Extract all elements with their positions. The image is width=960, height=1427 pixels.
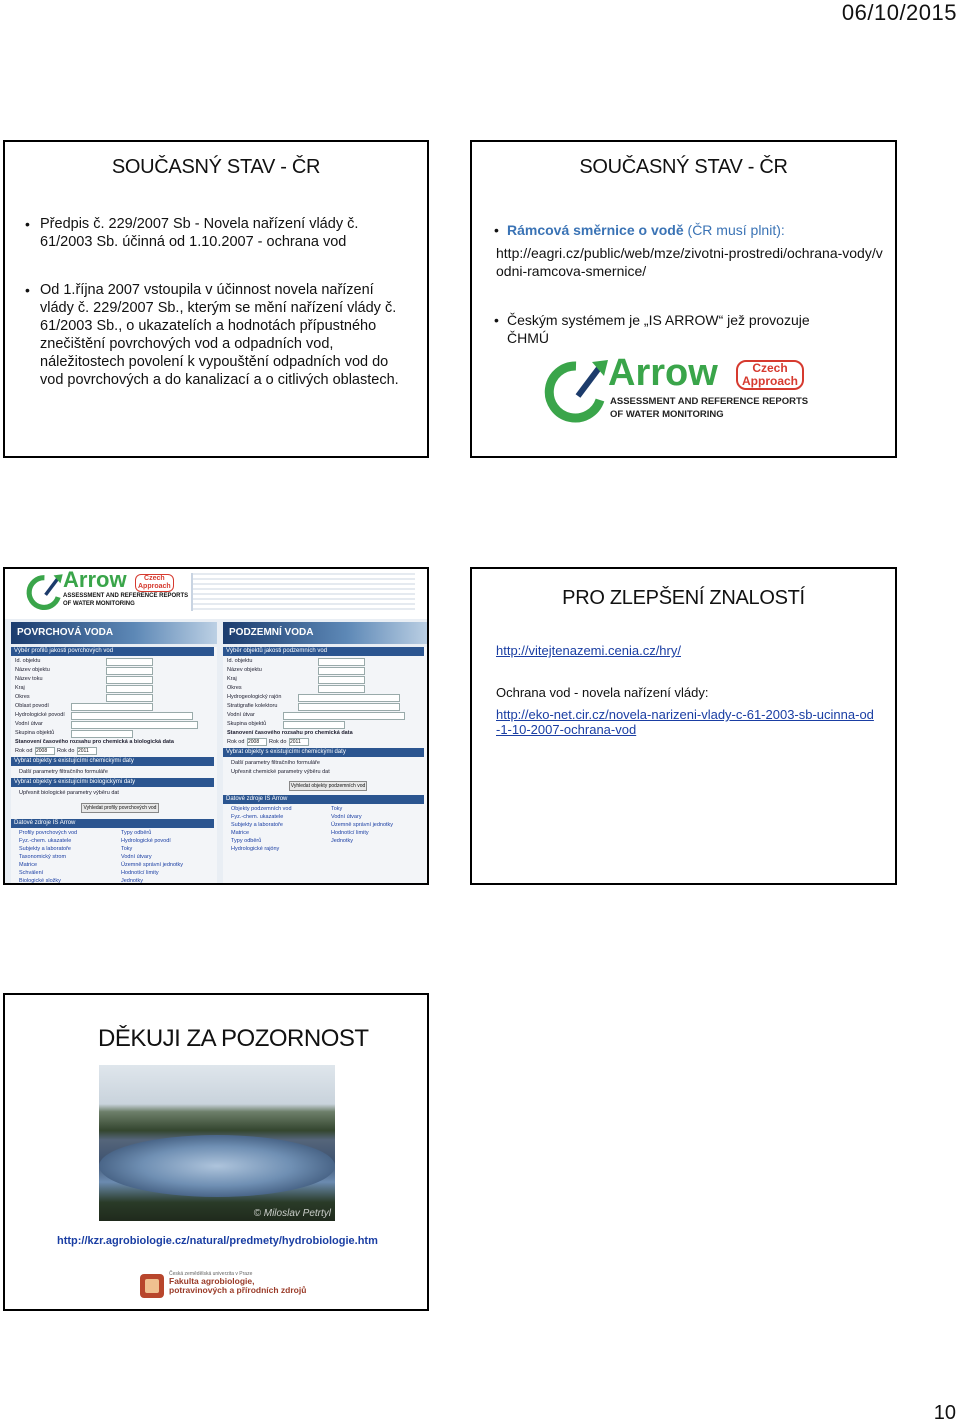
source-link[interactable]: Hydrologické povodí [121,838,171,844]
form-select[interactable] [71,730,133,738]
form-row: Stratigrafie kolektoru [227,703,278,709]
search-ground-button[interactable]: Vyhledat objekty podzemních vod [290,783,366,789]
form-row: Skupina objektů [227,721,267,727]
faculty-logo-main: Fakulta agrobiologie, potravinových a přírodních zdrojů [169,1276,307,1295]
source-link[interactable]: Hodnotící limity [121,870,159,876]
portal-logo-line1: ASSESSMENT AND REFERENCE REPORTS [63,593,189,599]
form-row: Stanovení časového rozsahu pro chemická a biologická data [15,739,174,745]
source-link[interactable]: Typy odběrů [231,838,262,844]
form-select[interactable] [298,703,400,711]
form-row: Id. objektu [15,658,41,664]
slide-arrow-screenshot [3,567,429,885]
slide-improve-knowledge [470,567,897,885]
source-link[interactable]: Fyz.-chem. ukazatele [231,814,284,820]
form-row: Název objektu [227,667,262,673]
form-select[interactable] [106,685,153,693]
year-to-input[interactable]: 2011 [289,738,309,746]
form-select[interactable] [71,703,153,711]
form-option-bar[interactable]: Vybrat objekty s existujícími chemickými daty [223,748,424,757]
game-link[interactable]: http://vitejtenazemi.cenia.cz/hry/ [496,643,681,658]
source-link[interactable]: Taxonomický strom [19,854,67,860]
novela-link[interactable]: http://eko-net.cir.cz/novela-narizeni-vlady-c-61-2003-sb-ucinna-od-1-10-2007-ochrana-vod [496,707,874,737]
wfd-heading: Rámcová směrnice o vodě (ČR musí plnit): [507,222,785,238]
year-to-input[interactable]: 2011 [77,747,97,755]
bullet-icon: • [25,282,30,298]
form-option[interactable]: Další parametry filtračního formuláře [231,760,320,766]
hydrobiology-url[interactable]: http://kzr.agrobiologie.cz/natural/predmety/hydrobiologie.htm [57,1235,378,1247]
arrow-logo [542,352,832,424]
form-input[interactable] [318,658,365,666]
lake-photo [99,1065,335,1221]
arrow-logo-mark-icon [25,572,65,612]
source-link[interactable]: Vodní útvary [121,854,152,860]
form-row: Hydrologické povodí [15,712,65,718]
form-select[interactable] [283,721,345,729]
bullet-icon: • [494,312,499,328]
form-row: Hydrogeologický rajón [227,694,282,700]
faculty-logo [139,1271,309,1301]
form-row: Okres [15,694,30,700]
slide-thank-you [3,993,429,1311]
slide-current-state-2 [470,140,897,458]
surface-water-banner: POVRCHOVÁ VODA [11,622,217,644]
year-to-label: Rok do [269,739,287,745]
form-row: Kraj [227,676,237,682]
form-select[interactable] [71,712,193,720]
source-link[interactable]: Biologické složky [19,878,61,884]
source-link[interactable]: Matrice [231,830,250,836]
source-link[interactable]: Objekty podzemních vod [231,806,292,812]
search-surface-button[interactable]: Vyhledat profily povrchových vod [81,803,159,813]
form-row: Stanovení časového rozsahu pro chemická data [227,730,353,736]
source-link[interactable]: Fyz.-chem. ukazatele [19,838,72,844]
source-link[interactable]: Subjekty a laboratoře [19,846,71,852]
form-row: Vodní útvar [227,712,255,718]
form-select[interactable] [106,694,153,702]
form-select[interactable] [298,694,400,702]
form-input[interactable] [106,667,153,675]
portal-header [5,569,429,619]
slide-title: DĚKUJI ZA POZORNOST [98,1025,369,1052]
source-link[interactable]: Územně správní jednotky [121,862,184,868]
source-link[interactable]: Profily povrchových vod [19,830,78,836]
page-date: 06/10/2015 [841,0,957,25]
source-link[interactable]: Schválení [19,870,44,876]
novela-label: Ochrana vod - novela nařízení vlády: [496,685,709,700]
portal-logo-word: Arrow [63,567,127,592]
source-link[interactable]: Územně správní jednotky [331,822,394,828]
slide-title: PRO ZLEPŠENÍ ZNALOSTÍ [562,587,805,609]
ground-water-banner: PODZEMNÍ VODA [223,622,429,644]
source-link[interactable]: Hodnotící limity [331,830,369,836]
bullet-text: Předpis č. 229/2007 Sb - Novela nařízení vlády č. 61/2003 Sb. účinná od 1.10.2007 - ochrana vod [40,216,359,250]
arrow-text: Českým systémem je „IS ARROW“ jež provozuje ČHMÚ [507,312,810,346]
photo-watermark: © Miloslav Petrtyl [253,1208,331,1219]
bullet-text: Od 1.října 2007 vstoupila v účinnost novela nařízení vlády č. 229/2007 Sb., kterým se mění nařízení vlády č. 61/2003 Sb., o ukazatelích a hodnotách přípustného znečištění povrchových vod a odpadních vod, náležitostech povolení k vypouštění odpadních vod do vod povrchových a do kanalizací a o citlivých oblastech. [40,282,399,388]
form-row: Název objektu [15,667,50,673]
surface-water-form [11,647,217,885]
bullet-icon: • [25,216,30,232]
source-link[interactable]: Toky [331,806,343,812]
form-select[interactable] [71,721,198,729]
form-option-bar[interactable]: Vybrat objekty s existujícími biologickými daty [11,778,214,787]
source-link[interactable]: Subjekty a laboratoře [231,822,283,828]
form-input[interactable] [106,658,153,666]
lake-water [99,1135,335,1197]
arrow-logo-word: Arrow [608,352,718,394]
slide-title: SOUČASNÝ STAV - ČR [579,156,788,178]
university-emblem-icon [139,1273,165,1299]
form-row: Id. objektu [227,658,253,664]
form-section-bar: Výběr profilů jakosti povrchových vod [11,647,214,656]
form-select[interactable] [318,676,365,684]
wfd-url[interactable]: http://eagri.cz/public/web/mze/zivotni-prostredi/ochrana-vody/vodni-ramcova-smernice/ [496,245,883,279]
source-link[interactable]: Vodní útvary [331,814,362,820]
form-row: Vodní útvar [15,721,43,727]
ground-water-form [223,647,427,885]
source-link[interactable]: Toky [121,846,133,852]
form-row: Název toku [15,676,43,682]
year-to-label: Rok do [57,748,75,754]
data-sources-bar: Datové zdroje IS Arrow [223,795,424,804]
form-row: Kraj [15,685,25,691]
slide-current-state-1 [3,140,429,458]
year-from-input[interactable]: 2008 [247,738,267,746]
faculty-logo-small: Česká zemědělská univerzita v Praze [169,1271,253,1277]
source-link[interactable]: Hydrologické rajóny [231,846,280,852]
form-input[interactable] [106,676,153,684]
form-option[interactable]: Upřesnit chemické parametry výběru dat [231,769,330,775]
source-link[interactable]: Matrice [19,862,38,868]
form-option-bar[interactable]: Vybrat objekty s existujícími chemickými daty [11,757,214,766]
arrow-logo-mark-icon [542,358,612,424]
portal-logo-line2: OF WATER MONITORING [63,601,135,607]
form-input[interactable] [318,667,365,675]
form-row: Okres [227,685,242,691]
form-row: Oblast povodí [15,703,49,709]
slide-title: SOUČASNÝ STAV - ČR [111,156,321,178]
arrow-portal-screenshot [5,569,429,885]
form-section-bar: Výběr objektů jakosti podzemních vod [223,647,424,656]
form-option[interactable]: Další parametry filtračního formuláře [19,769,108,775]
arrow-logo-line2: OF WATER MONITORING [610,409,724,420]
data-sources-bar: Datové zdroje IS Arrow [11,819,214,828]
year-from-label: Rok od [15,748,33,754]
form-option[interactable]: Upřesnit biologické parametry výběru dat [19,790,119,796]
source-link[interactable]: Jednotky [121,878,144,884]
source-link[interactable]: Jednotky [331,838,354,844]
form-select[interactable] [318,685,365,693]
portal-czech-badge: Czech Approach [135,574,174,592]
form-select[interactable] [283,712,405,720]
bullet-icon: • [494,222,499,238]
source-link[interactable]: Typy odběrů [121,830,152,836]
portal-intro-text [191,573,415,611]
arrow-logo-line1: ASSESSMENT AND REFERENCE REPORTS [610,396,809,407]
czech-approach-badge: Czech Approach [736,360,804,390]
year-from-input[interactable]: 2008 [35,747,55,755]
year-from-label: Rok od [227,739,245,745]
page-number: 10 [933,1402,956,1424]
form-row: Skupina objektů [15,730,55,736]
